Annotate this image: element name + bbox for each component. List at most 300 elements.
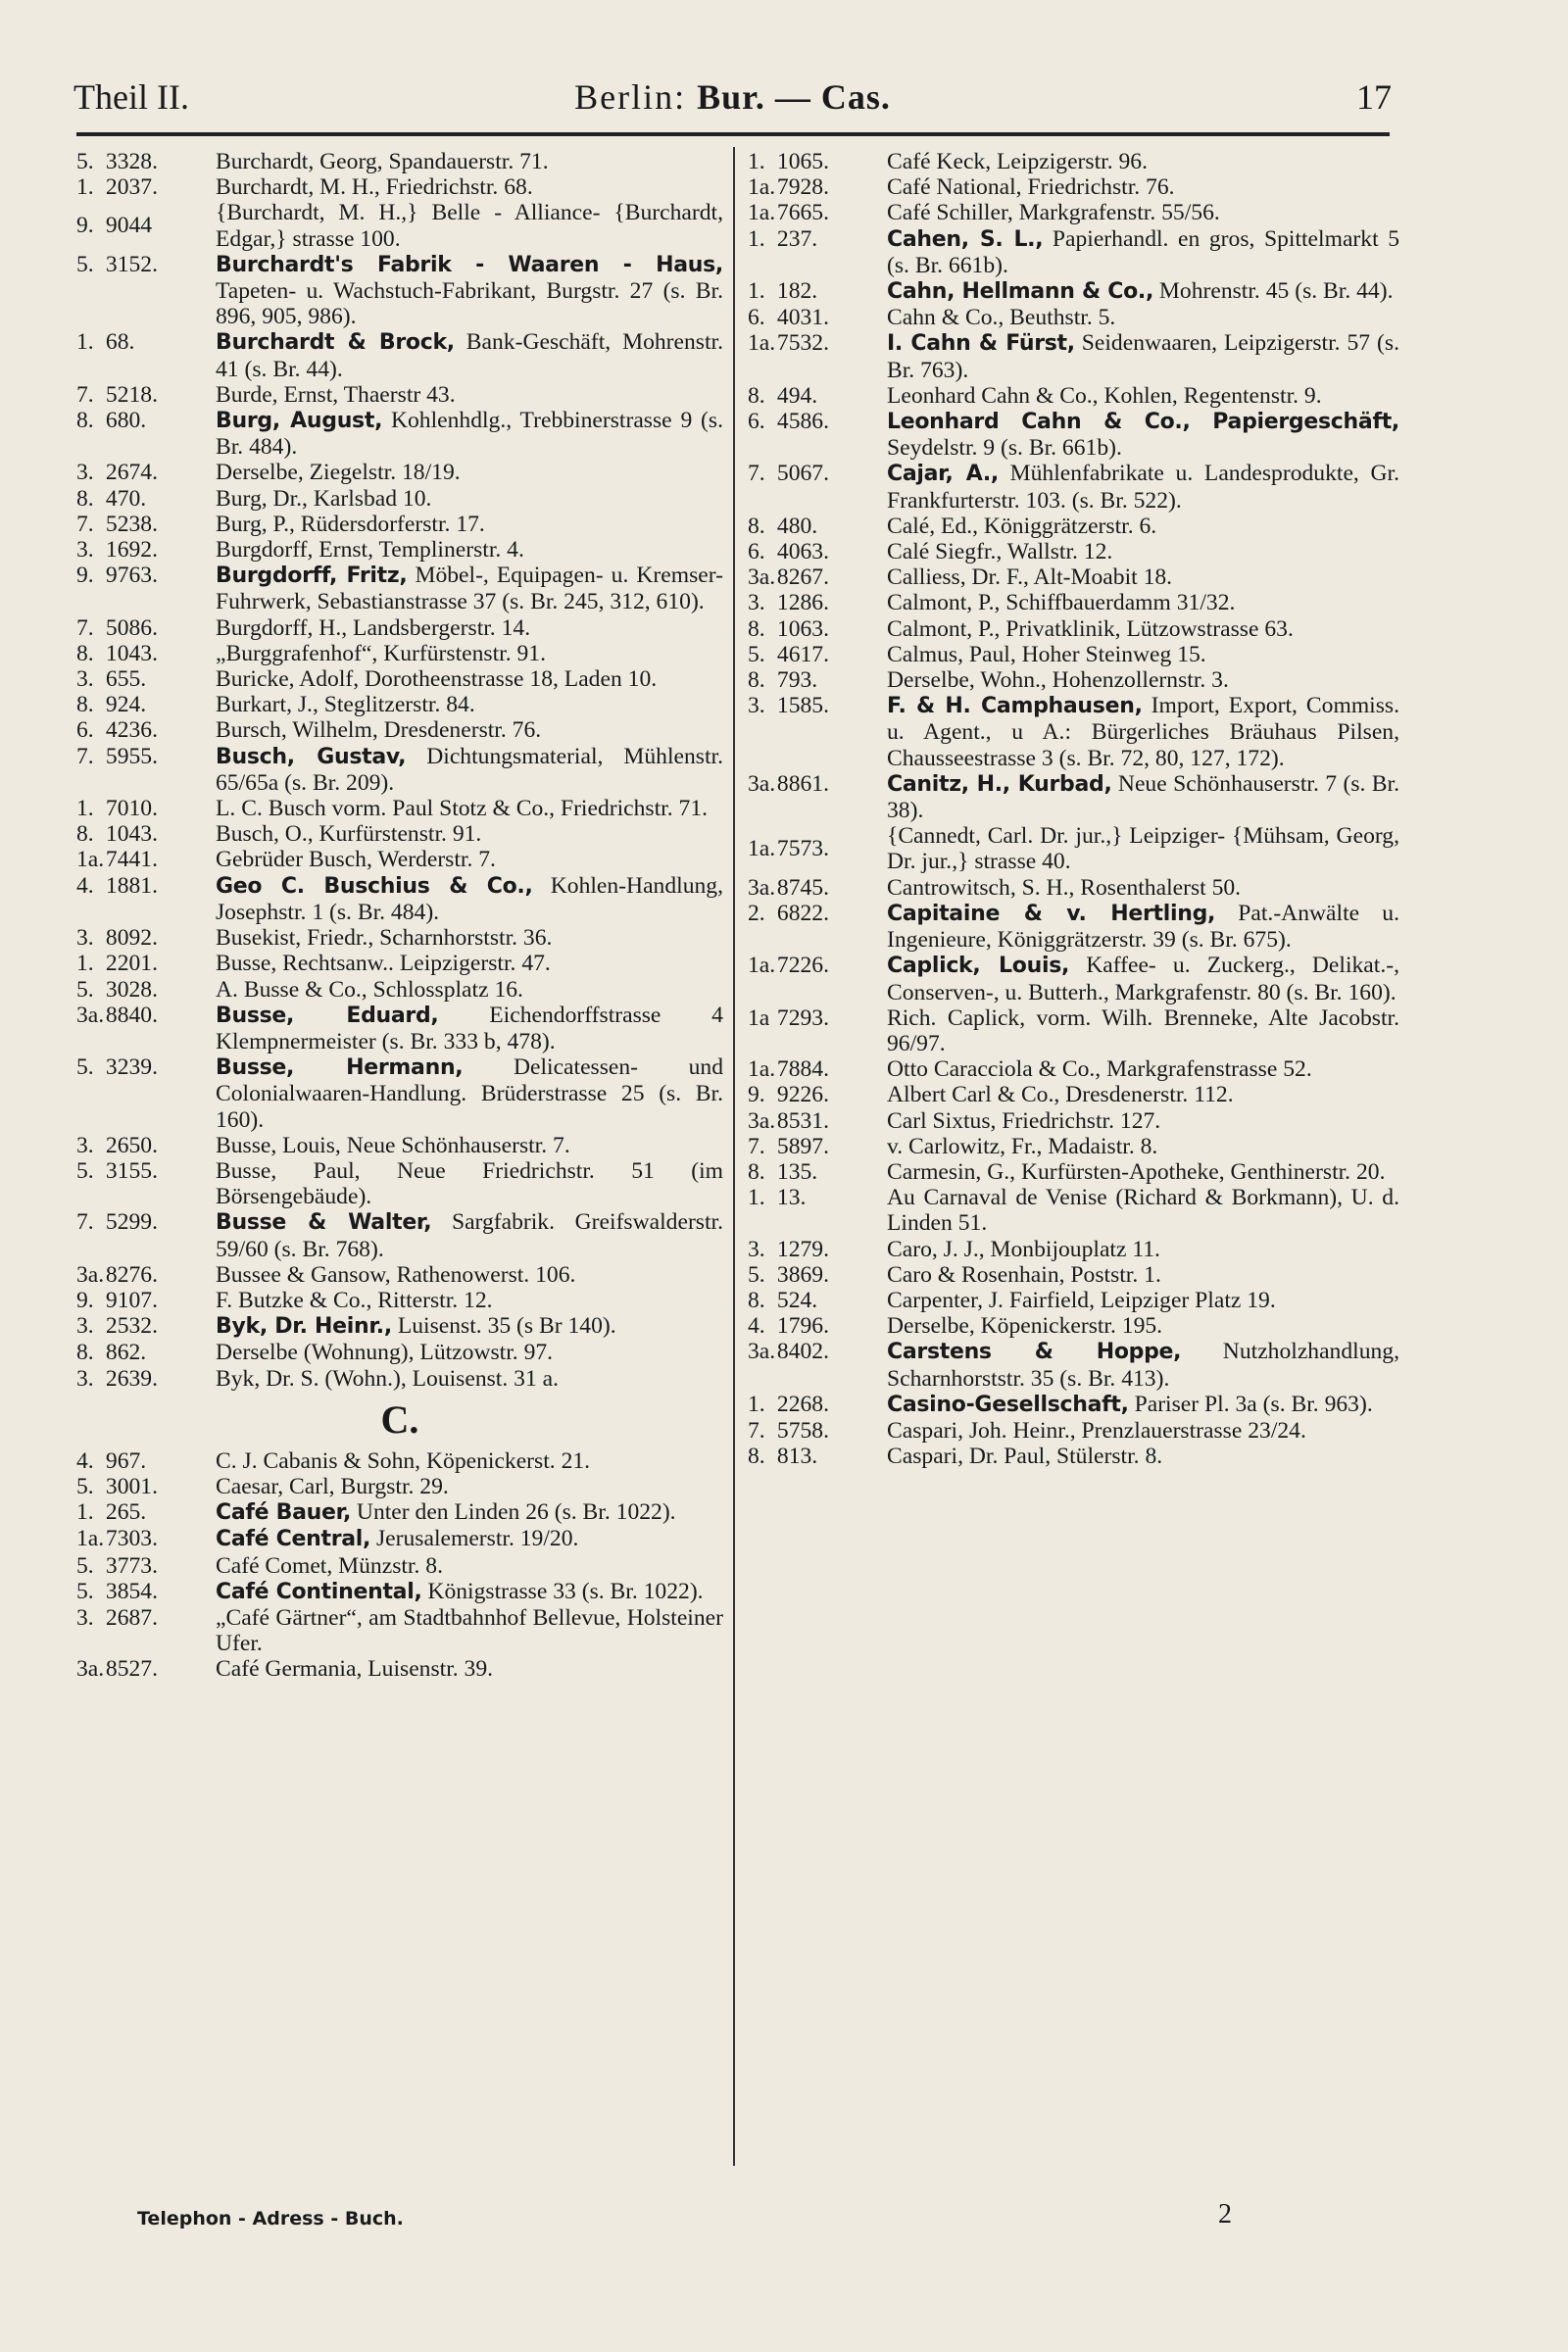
entry-name-bold: Busse, Hermann, xyxy=(216,1055,464,1081)
directory-entry xyxy=(76,563,723,614)
phone-number xyxy=(748,616,875,642)
subscriber-number: 1796. xyxy=(776,1313,829,1340)
phone-number xyxy=(76,666,204,692)
directory-entry xyxy=(748,564,1399,590)
exchange-code: 1. xyxy=(748,1185,765,1211)
entry-text-part: A. Busse & Co., Schlossplatz 16. xyxy=(216,976,523,1003)
subscriber-number: 13. xyxy=(776,1185,807,1211)
entry-text xyxy=(887,1082,1399,1107)
exchange-code: 1a. xyxy=(748,174,776,201)
directory-entry xyxy=(748,1313,1399,1339)
phone-number xyxy=(76,537,204,563)
entry-name-bold: Café Continental, xyxy=(216,1579,422,1604)
directory-entry xyxy=(76,460,723,485)
entry-text xyxy=(216,1003,723,1054)
subscriber-number: 7226. xyxy=(776,953,829,979)
entry-name-bold: Burchardt & Brock, xyxy=(216,330,455,356)
directory-entry xyxy=(76,486,723,512)
exchange-code: 5. xyxy=(76,1578,94,1604)
entry-text xyxy=(216,1366,723,1392)
directory-entry xyxy=(748,1444,1399,1469)
phone-number xyxy=(748,590,875,615)
entry-text xyxy=(887,1313,1399,1339)
exchange-code: 1. xyxy=(76,951,94,977)
directory-entry xyxy=(76,847,723,872)
entry-text xyxy=(887,667,1399,693)
phone-number xyxy=(748,539,875,564)
entry-text xyxy=(887,616,1399,642)
subscriber-number: 3869. xyxy=(776,1261,829,1288)
subscriber-number: 1065. xyxy=(776,149,829,174)
entry-text xyxy=(216,717,723,743)
directory-entry xyxy=(748,409,1399,461)
subscriber-number: 7665. xyxy=(776,200,829,226)
phone-number xyxy=(748,1392,875,1417)
entry-name-bold: I. Cahn & Fürst, xyxy=(887,331,1075,357)
subscriber-number: 4063. xyxy=(776,539,829,565)
phone-number xyxy=(748,278,875,304)
entry-text xyxy=(216,563,723,614)
subscriber-number: 7532. xyxy=(776,330,829,357)
phone-number xyxy=(76,149,204,174)
entry-text xyxy=(887,642,1399,667)
exchange-code: 5. xyxy=(748,641,765,667)
subscriber-number: 1286. xyxy=(776,590,829,616)
entry-text xyxy=(887,875,1399,901)
directory-entry xyxy=(76,512,723,537)
entry-text xyxy=(216,252,723,330)
exchange-code: 3a. xyxy=(76,1261,105,1288)
entry-text-part: Albert Carl & Co., Dresdenerstr. 112. xyxy=(887,1082,1234,1108)
directory-entry xyxy=(76,1553,723,1579)
entry-text xyxy=(216,951,723,976)
entry-text xyxy=(887,590,1399,615)
subscriber-number: 8527. xyxy=(105,1656,158,1683)
exchange-code: 8. xyxy=(76,485,94,512)
phone-number xyxy=(76,382,204,408)
exchange-code: 7. xyxy=(748,461,765,487)
phone-number xyxy=(748,1108,875,1134)
phone-number xyxy=(748,875,875,901)
subscriber-number: 8402. xyxy=(776,1339,829,1365)
exchange-code: 8. xyxy=(748,513,765,539)
entry-text-part: Rich. Caplick, vorm. Wilh. Brenneke, Alte Jacobstr. 96/97. xyxy=(887,1004,1399,1056)
subscriber-number: 5299. xyxy=(105,1209,158,1236)
entry-text xyxy=(216,408,723,460)
phone-number xyxy=(748,200,875,225)
subscriber-number: 655. xyxy=(105,666,147,693)
phone-number xyxy=(76,925,204,951)
exchange-code: 5. xyxy=(76,1157,94,1184)
entry-text-part: Calmont, P., Privatklinik, Lützowstrasse 63. xyxy=(887,615,1294,642)
exchange-code: 5. xyxy=(748,1261,765,1288)
entry-name-bold: Leonhard Cahn & Co., Papiergeschäft, xyxy=(887,410,1399,435)
exchange-code: 8. xyxy=(76,408,94,434)
directory-entry xyxy=(76,1448,723,1474)
exchange-code: 1. xyxy=(748,225,765,252)
directory-entry xyxy=(76,1313,723,1340)
directory-entry xyxy=(748,1056,1399,1082)
phone-number xyxy=(748,1134,875,1159)
phone-number xyxy=(748,1159,875,1185)
entry-text xyxy=(216,1262,723,1288)
entry-text-part: Burchardt, Georg, Spandauerstr. 71. xyxy=(216,149,549,174)
subscriber-number: 4236. xyxy=(105,717,158,744)
exchange-code: 3. xyxy=(76,1604,94,1631)
subscriber-number: 2687. xyxy=(105,1604,158,1631)
phone-number xyxy=(76,329,204,355)
entry-text xyxy=(216,744,723,796)
entry-text-part: Busch, O., Kurfürstenstr. 91. xyxy=(216,821,482,848)
entry-text xyxy=(216,1605,723,1656)
directory-entry xyxy=(748,1237,1399,1262)
directory-entry xyxy=(748,1262,1399,1288)
section-heading: C. xyxy=(380,1396,419,1442)
subscriber-number: 237. xyxy=(776,225,818,252)
exchange-code: 1a. xyxy=(748,200,776,226)
subscriber-number: 3001. xyxy=(105,1473,158,1499)
phone-number xyxy=(748,771,875,797)
entry-text xyxy=(216,329,723,381)
subscriber-number: 4031. xyxy=(776,305,829,331)
exchange-code: 1a. xyxy=(748,1056,776,1083)
exchange-code: 3. xyxy=(76,537,94,564)
exchange-code: 1. xyxy=(748,149,765,174)
exchange-code: 3a. xyxy=(748,770,776,797)
entry-text xyxy=(887,1159,1399,1185)
directory-entry xyxy=(748,1418,1399,1444)
directory-entry xyxy=(748,693,1399,771)
subscriber-number: 7010. xyxy=(105,796,158,822)
entry-text xyxy=(887,1185,1399,1236)
exchange-code: 7. xyxy=(76,1209,94,1236)
directory-entry xyxy=(76,977,723,1003)
phone-number xyxy=(76,951,204,976)
directory-entry xyxy=(76,1579,723,1605)
subscriber-number: 2201. xyxy=(105,951,158,977)
subscriber-number: 2674. xyxy=(105,460,158,486)
entry-text-part: Busse, Louis, Neue Schönhauserstr. 7. xyxy=(216,1132,570,1158)
exchange-code: 8. xyxy=(748,1158,765,1185)
directory-entry xyxy=(76,329,723,381)
entry-text-part: „Café Gärtner“, am Stadtbahnhof Bellevue, Holsteiner Ufer. xyxy=(216,1604,723,1657)
subscriber-number: 8092. xyxy=(105,925,158,952)
directory-entry xyxy=(748,305,1399,330)
exchange-code: 8. xyxy=(748,1287,765,1313)
entry-text xyxy=(216,666,723,692)
entry-text xyxy=(216,200,723,251)
subscriber-number: 3155. xyxy=(105,1157,158,1184)
page-number: 17 xyxy=(1356,77,1392,117)
exchange-code: 9. xyxy=(748,1082,765,1108)
entry-text-part: Gebrüder Busch, Werderstr. 7. xyxy=(216,847,496,873)
entry-text-part: Mohrenstr. 45 (s. Br. 44). xyxy=(1153,278,1394,305)
phone-number xyxy=(748,836,875,861)
subscriber-number: 470. xyxy=(105,485,147,512)
phone-number xyxy=(76,796,204,821)
entry-text-part: Buricke, Adolf, Dorotheenstrasse 18, Laden 10. xyxy=(216,666,658,693)
subscriber-number: 494. xyxy=(776,382,818,409)
entry-text xyxy=(887,823,1399,874)
exchange-code: 7. xyxy=(76,511,94,537)
directory-entry xyxy=(76,1526,723,1552)
entry-name-bold: Café Bauer, xyxy=(216,1500,352,1526)
phone-number xyxy=(76,1262,204,1288)
subscriber-number: 862. xyxy=(105,1340,147,1366)
subscriber-number: 9763. xyxy=(105,563,158,589)
subscriber-number: 68. xyxy=(105,329,135,356)
exchange-code: 5. xyxy=(76,1552,94,1579)
phone-number xyxy=(76,1340,204,1365)
exchange-code: 7. xyxy=(76,743,94,769)
subscriber-number: 8531. xyxy=(776,1107,829,1134)
header-rule xyxy=(76,132,1390,136)
phone-number xyxy=(748,1185,875,1210)
directory-entry xyxy=(76,1133,723,1158)
entry-text xyxy=(216,847,723,872)
directory-entry xyxy=(76,666,723,692)
subscriber-number: 967. xyxy=(105,1447,147,1474)
entry-name-bold: Casino-Gesellschaft, xyxy=(887,1392,1129,1417)
entry-text xyxy=(216,1158,723,1209)
entry-text-part: Burg, P., Rüdersdorferstr. 17. xyxy=(216,511,485,537)
entry-text xyxy=(216,512,723,537)
entry-text xyxy=(887,174,1399,200)
subscriber-number: 5955. xyxy=(105,743,158,769)
entry-text xyxy=(216,615,723,641)
entry-text xyxy=(216,1526,723,1552)
phone-number xyxy=(76,1209,204,1235)
phone-number xyxy=(76,1499,204,1525)
directory-entry xyxy=(76,252,723,330)
entry-text-part: Calmont, P., Schiffbauerdamm 31/32. xyxy=(887,590,1236,616)
page-title xyxy=(74,76,1392,118)
exchange-code: 3. xyxy=(748,693,765,719)
entry-text xyxy=(216,1209,723,1261)
entry-text xyxy=(216,873,723,925)
exchange-code: 7. xyxy=(748,1133,765,1159)
subscriber-number: 5218. xyxy=(105,381,158,408)
entry-text-part: Calé, Ed., Königgrätzerstr. 6. xyxy=(887,513,1157,539)
directory-entry xyxy=(748,616,1399,642)
directory-entry xyxy=(748,383,1399,409)
entry-name-bold: Cajar, A., xyxy=(887,462,999,487)
entry-text-part: Bank-Geschäft, Mohrenstr. 41 (s. Br. 44). xyxy=(216,329,723,382)
entry-text xyxy=(887,1418,1399,1444)
exchange-code: 3. xyxy=(748,590,765,616)
exchange-code: 5. xyxy=(76,1473,94,1499)
entry-text-part: Caro, J. J., Monbijouplatz 11. xyxy=(887,1236,1160,1262)
exchange-code: 8. xyxy=(748,615,765,642)
exchange-code: 8. xyxy=(76,1340,94,1366)
entry-text xyxy=(216,925,723,951)
entry-text-part: Burg, Dr., Karlsbad 10. xyxy=(216,485,432,512)
subscriber-number: 5897. xyxy=(776,1133,829,1159)
directory-entry xyxy=(748,901,1399,953)
exchange-code: 9. xyxy=(76,563,94,589)
entry-text-part: Café Comet, Münzstr. 8. xyxy=(216,1552,443,1579)
entry-text xyxy=(887,901,1399,953)
entry-text-part: Café National, Friedrichstr. 76. xyxy=(887,174,1175,201)
subscriber-number: 8745. xyxy=(776,874,829,901)
subscriber-number: 7928. xyxy=(776,174,829,201)
subscriber-number: 8861. xyxy=(776,770,829,797)
phone-number xyxy=(76,847,204,872)
directory-entry xyxy=(76,1158,723,1209)
directory-entry xyxy=(76,1209,723,1261)
phone-number xyxy=(76,821,204,847)
entry-name-bold: Busse, Eduard, xyxy=(216,1003,439,1028)
entry-text-part: C. J. Cabanis & Sohn, Köpenickerst. 21. xyxy=(216,1447,591,1474)
city-label: Berlin: xyxy=(574,77,687,117)
entry-name-bold: Busse & Walter, xyxy=(216,1210,432,1236)
entry-text-part: Königstrasse 33 (s. Br. 1022). xyxy=(421,1578,704,1604)
entry-text-part: Burgdorff, Ernst, Templinerstr. 4. xyxy=(216,537,524,564)
phone-number xyxy=(76,873,204,899)
entry-text-part: Kaffee- u. Zuckerg., Delikat.-, Conserven-, u. Butterh., Markgrafenstr. 80 (s. Br. 160). xyxy=(887,953,1399,1005)
subscriber-number: 793. xyxy=(776,667,818,694)
entry-text xyxy=(887,1339,1399,1391)
entry-name-bold: Cahn, Hellmann & Co., xyxy=(887,279,1154,305)
entry-text xyxy=(887,149,1399,174)
phone-number xyxy=(76,1003,204,1028)
phone-number xyxy=(76,512,204,537)
phone-number xyxy=(76,1605,204,1631)
entry-text xyxy=(216,174,723,200)
phone-number xyxy=(76,174,204,200)
subscriber-number: 1585. xyxy=(776,693,829,719)
directory-entry xyxy=(748,539,1399,564)
left-column xyxy=(76,149,723,1683)
entry-text-part: {Cannedt, Carl. Dr. jur.,} Leipziger- {Mühsam, Georg, Dr. jur.,} strasse 40. xyxy=(887,823,1399,875)
entry-text xyxy=(887,461,1399,513)
exchange-code: 8. xyxy=(748,382,765,409)
phone-number xyxy=(748,330,875,356)
phone-number xyxy=(76,486,204,512)
directory-entry xyxy=(76,1499,723,1526)
phone-number xyxy=(748,1005,875,1031)
phone-number xyxy=(748,514,875,539)
entry-text xyxy=(216,1313,723,1340)
exchange-code: 1. xyxy=(76,796,94,822)
phone-number xyxy=(76,1553,204,1579)
entry-text-part: Bursch, Wilhelm, Dresdenerstr. 76. xyxy=(216,717,542,744)
entry-text-part: Seydelstr. 9 (s. Br. 661b). xyxy=(887,435,1122,462)
exchange-code: 8. xyxy=(76,640,94,666)
range-label: Bur. — Cas. xyxy=(697,77,891,117)
entry-text-part: „Burggrafenhof“, Kurfürstenstr. 91. xyxy=(216,640,546,666)
entry-text-part: Caesar, Carl, Burgstr. 29. xyxy=(216,1473,449,1499)
exchange-code: 1a. xyxy=(748,330,776,357)
phone-number xyxy=(76,1366,204,1392)
entry-name-bold: Busch, Gustav, xyxy=(216,744,407,769)
subscriber-number: 8267. xyxy=(776,564,829,591)
entry-text-part: Derselbe, Köpenickerstr. 195. xyxy=(887,1313,1163,1340)
exchange-code: 3. xyxy=(76,925,94,952)
exchange-code: 4. xyxy=(748,1313,765,1340)
subscriber-number: 2650. xyxy=(105,1132,158,1158)
phone-number xyxy=(748,383,875,409)
entry-text-part: Bussee & Gansow, Rathenowerst. 106. xyxy=(216,1261,576,1288)
directory-entry xyxy=(748,1392,1399,1418)
signature-mark: 2 xyxy=(1218,2199,1232,2230)
phone-number xyxy=(76,252,204,277)
subscriber-number: 813. xyxy=(776,1444,818,1470)
entry-text-part: Caspari, Joh. Heinr., Prenzlauerstrasse 23/24. xyxy=(887,1417,1306,1444)
subscriber-number: 8840. xyxy=(105,1002,158,1028)
directory-entry xyxy=(76,1054,723,1133)
directory-entry xyxy=(748,875,1399,901)
entry-text-part: F. Butzke & Co., Ritterstr. 12. xyxy=(216,1287,493,1313)
section-label: Theil II. xyxy=(74,77,189,117)
entry-text xyxy=(887,539,1399,564)
entry-text-part: Kohlen-Handlung, Josephstr. 1 (s. Br. 484). xyxy=(216,872,723,925)
subscriber-number: 3239. xyxy=(105,1054,158,1081)
phone-number xyxy=(748,642,875,667)
subscriber-number: 5067. xyxy=(776,461,829,487)
phone-number xyxy=(76,977,204,1003)
entry-text xyxy=(216,1054,723,1133)
entry-text xyxy=(887,693,1399,771)
subscriber-number: 4617. xyxy=(776,641,829,667)
directory-entry xyxy=(748,590,1399,615)
phone-number xyxy=(748,1444,875,1469)
exchange-code: 1. xyxy=(76,174,94,201)
entry-text xyxy=(887,514,1399,539)
phone-number xyxy=(76,1133,204,1158)
subscriber-number: 182. xyxy=(776,278,818,305)
phone-number xyxy=(748,1056,875,1082)
exchange-code: 3a. xyxy=(76,1656,105,1683)
directory-entry xyxy=(76,821,723,847)
entry-text xyxy=(216,1288,723,1313)
phone-number xyxy=(748,174,875,200)
entry-text xyxy=(887,1444,1399,1469)
exchange-code: 7. xyxy=(748,1417,765,1444)
entry-text-part: Busse, Paul, Neue Friedrichstr. 51 (im Börsengebäude). xyxy=(216,1157,723,1210)
exchange-code: 8. xyxy=(76,692,94,718)
entry-text-part: Cantrowitsch, S. H., Rosenthalerst 50. xyxy=(887,874,1242,901)
entry-text xyxy=(887,1108,1399,1134)
phone-number xyxy=(748,564,875,590)
directory-entry xyxy=(748,1108,1399,1134)
directory-entry xyxy=(748,461,1399,513)
entry-text xyxy=(887,200,1399,225)
directory-entry xyxy=(748,330,1399,382)
entry-text xyxy=(216,1579,723,1605)
directory-entry xyxy=(76,1340,723,1365)
phone-number xyxy=(76,1158,204,1184)
exchange-code: 1a. xyxy=(748,836,776,862)
directory-entry xyxy=(76,1262,723,1288)
phone-number xyxy=(76,460,204,485)
exchange-code: 6. xyxy=(748,409,765,435)
entry-text-part: Eichendorffstrasse 4 Klempnermeister (s. Br. 333 b, 478). xyxy=(216,1002,723,1054)
subscriber-number: 5086. xyxy=(105,614,158,641)
entry-text xyxy=(216,692,723,717)
subscriber-number: 524. xyxy=(776,1287,818,1313)
directory-entry xyxy=(76,1605,723,1656)
entry-text-part: Kohlenhdlg., Trebbinerstrasse 9 (s. Br. 484). xyxy=(216,408,723,461)
entry-text xyxy=(216,382,723,408)
subscriber-number: 480. xyxy=(776,513,818,539)
directory-entry xyxy=(748,1005,1399,1056)
phone-number xyxy=(76,1054,204,1080)
phone-number xyxy=(76,1579,204,1604)
phone-number xyxy=(748,901,875,926)
exchange-code: 3a. xyxy=(748,1107,776,1134)
phone-number xyxy=(748,1237,875,1262)
